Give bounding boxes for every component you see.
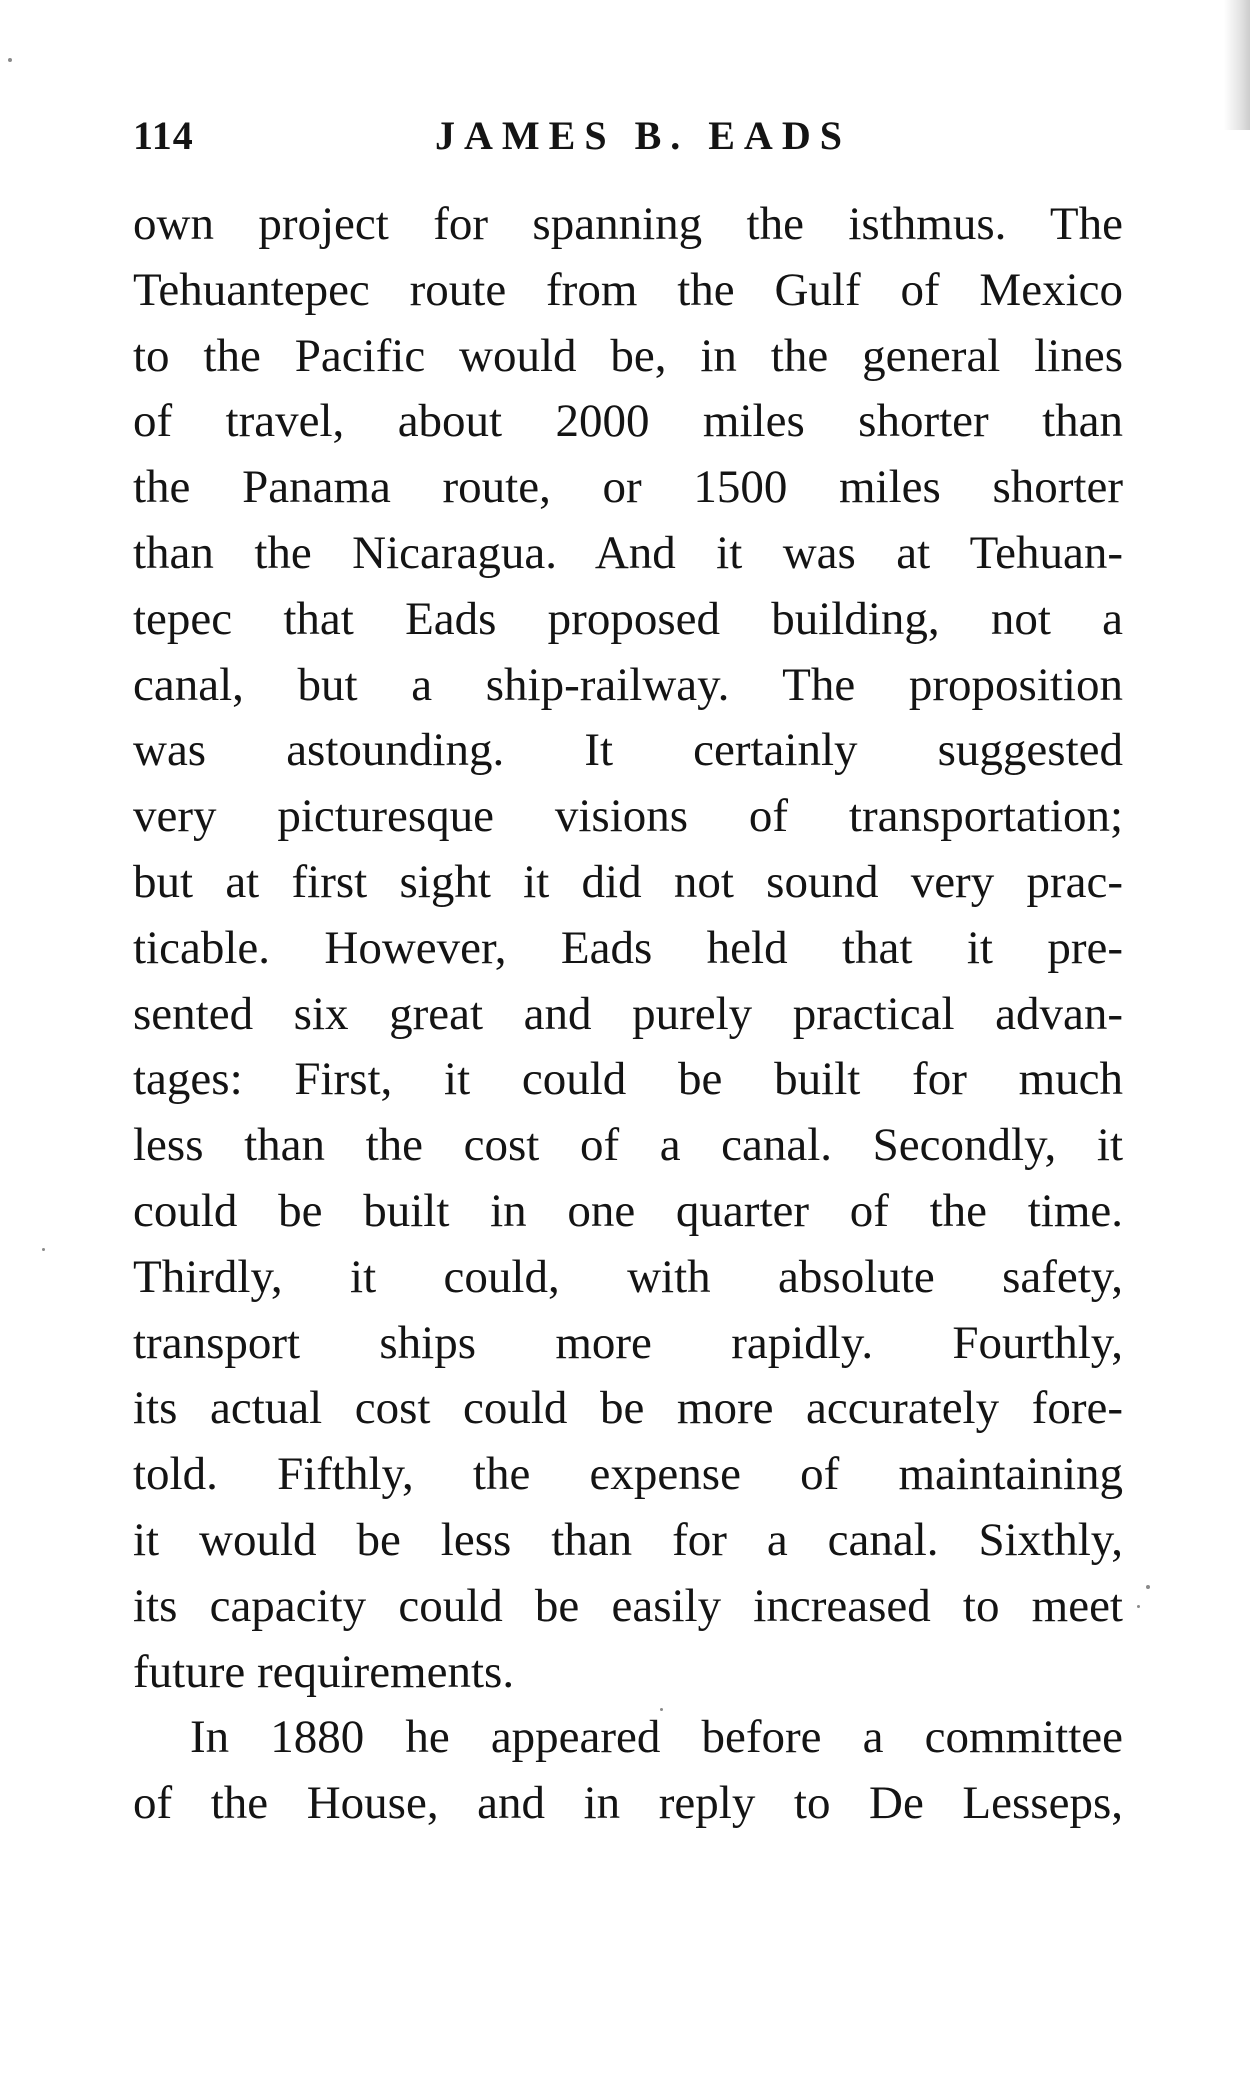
page-header: [133, 112, 1123, 172]
text-line: tages: First, it could be built for much: [133, 1053, 1123, 1106]
text-line: own project for spanning the isthmus. The: [133, 198, 1123, 250]
text-line: Tehuantepec route from the Gulf of Mexico: [133, 263, 1123, 316]
body-text: [133, 192, 1123, 1837]
text-line: the Panama route, or 1500 miles shorter: [133, 461, 1123, 514]
text-line: less than the cost of a canal. Secondly, it: [133, 1119, 1123, 1172]
paper-speck: [660, 1708, 663, 1711]
paper-speck: [42, 1248, 45, 1251]
paper-speck: [8, 58, 12, 62]
paragraph-first-line: In 1880 he appeared before a committee: [190, 1711, 1123, 1764]
text-line: ticable. However, Eads held that it pre-: [133, 921, 1123, 974]
text-line: future requirements.: [133, 1645, 515, 1698]
text-line: transport ships more rapidly. Fourthly,: [133, 1316, 1123, 1369]
text-line: could be built in one quarter of the time.: [133, 1184, 1123, 1237]
paper-speck: [1137, 1605, 1140, 1608]
text-line: it would be less than for a canal. Sixthly,: [133, 1513, 1123, 1566]
text-line: told. Fifthly, the expense of maintaining: [133, 1448, 1123, 1501]
text-line: very picturesque visions of transportation;: [133, 790, 1123, 843]
text-line: its capacity could be easily increased to meet: [133, 1579, 1123, 1632]
running-title: JAMES B. EADS: [435, 113, 851, 158]
text-line: of the House, and in reply to De Lesseps,: [133, 1777, 1123, 1830]
text-line: to the Pacific would be, in the general lines: [133, 329, 1123, 382]
text-line: tepec that Eads proposed building, not a: [133, 592, 1123, 645]
paper-speck: [1146, 1585, 1150, 1589]
text-line: Thirdly, it could, with absolute safety,: [133, 1250, 1123, 1303]
text-line: canal, but a ship-railway. The proposition: [133, 658, 1123, 711]
text-line: than the Nicaragua. And it was at Tehuan-: [133, 526, 1123, 579]
text-line: of travel, about 2000 miles shorter than: [133, 395, 1123, 448]
text-line: but at first sight it did not sound very prac-: [133, 855, 1123, 908]
page-number: 114: [133, 113, 194, 158]
text-line: was astounding. It certainly suggested: [133, 724, 1123, 777]
text-line: its actual cost could be more accurately fore-: [133, 1382, 1123, 1435]
text-line: sented six great and purely practical advan-: [133, 987, 1123, 1040]
page-edge-shadow: [1224, 0, 1250, 130]
